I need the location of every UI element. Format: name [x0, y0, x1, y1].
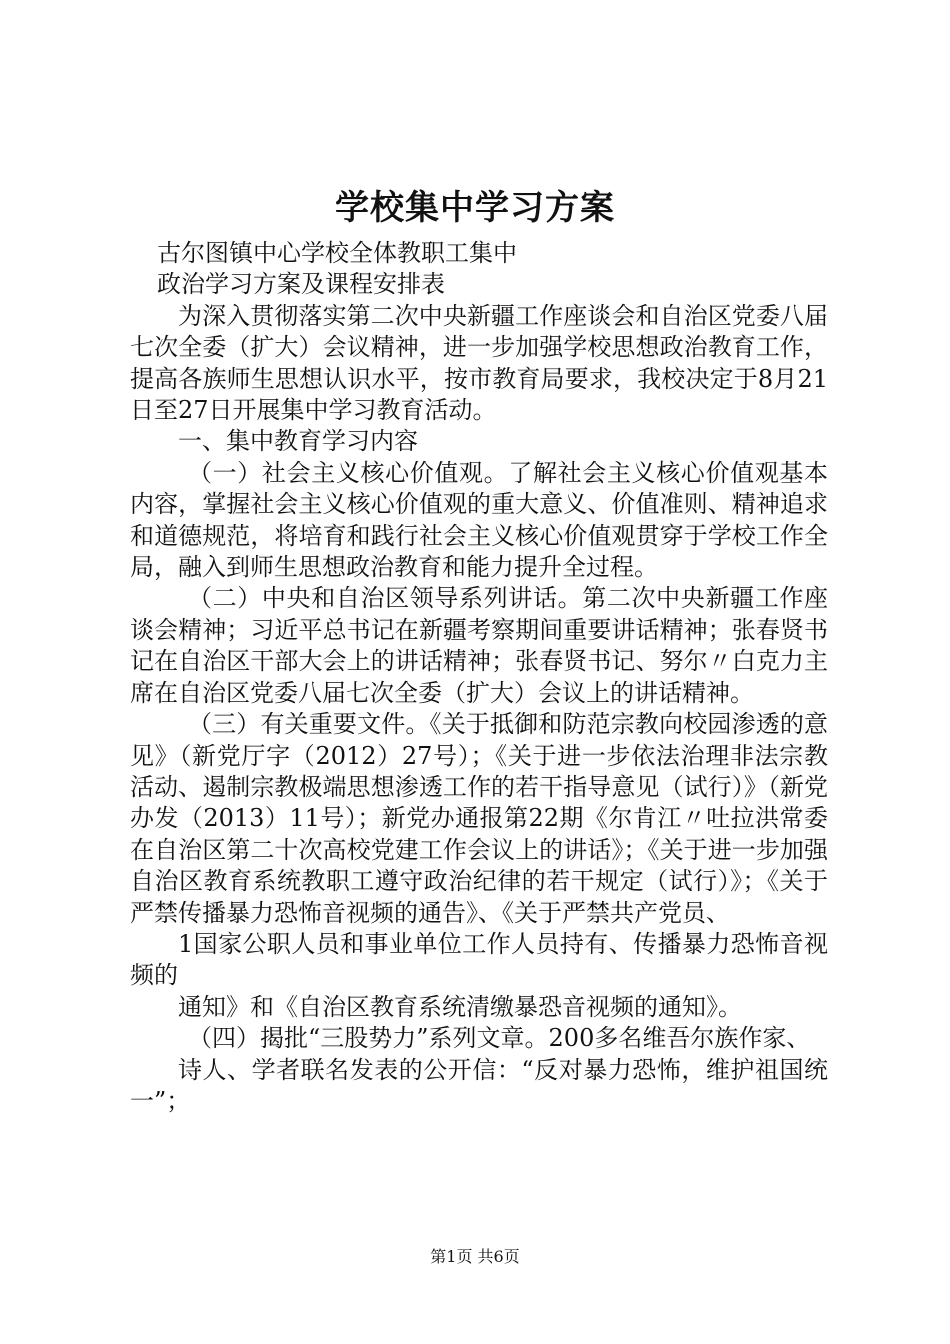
paragraph-item-3: （三）有关重要文件。《关于抵御和防范宗教向校园渗透的意见》（新党厅字（2012）27号）；《关于进一步依法治理非法宗教活动、遏制宗教极端思想渗透工作的若干指导意见（试行）》（新党办发（2013）11号）；新党办通报第22期《尔肯江〃吐拉洪常委在自治区第二十次高校党建工作会议上的讲话》；《关于进一步加强自治区教育系统教职工遵守政治纪律的若干规定（试行）》；《关于严禁传播暴力恐怖音视频的通告》、《关于严禁共产党员、 — [130, 710, 828, 927]
page-number: 第1页 共6页 — [430, 1247, 520, 1266]
paragraph-item-4: （四）揭批“三股势力”系列文章。200多名维吾尔族作家、 — [188, 1024, 811, 1053]
paragraph-intro: 为深入贯彻落实第二次中央新疆工作座谈会和自治区党委八届七次全委（扩大）会议精神，进一步加强学校思想政治教育工作，提高各族师生思想认识水平，按市教育局要求，我校决定于8月21日至27日开展集中学习教育活动。 — [130, 301, 828, 425]
subtitle-line-2: 政治学习方案及课程安排表 — [157, 270, 445, 299]
paragraph-item-1: （一）社会主义核心价值观。了解社会主义核心价值观基本内容，掌握社会主义核心价值观的重大意义、价值准则、精神追求和道德规范，将培育和践行社会主义核心价值观贯穿于学校工作全局，融入到师生思想政治教育和能力提升全过程。 — [130, 458, 828, 582]
section-heading-1: 一、集中教育学习内容 — [178, 427, 418, 456]
document-body — [130, 238, 828, 1117]
subtitle-line-1: 古尔图镇中心学校全体教职工集中 — [157, 239, 517, 267]
document-title: 学校集中学习方案 — [335, 188, 615, 228]
paragraph-continuation-2: 通知》和《自治区教育系统清缴暴恐音视频的通知》。 — [178, 992, 742, 1021]
paragraph-continuation-3: 诗人、学者联名发表的公开信：“反对暴力恐怖，维护祖国统一”； — [130, 1055, 828, 1115]
paragraph-continuation-1: 1国家公职人员和事业单位工作人员持有、传播暴力恐怖音视频的 — [130, 929, 828, 990]
paragraph-item-2: （二）中央和自治区领导系列讲话。第二次中央新疆工作座谈会精神；习近平总书记在新疆考察期间重要讲话精神；张春贤书记在自治区干部大会上的讲话精神；张春贤书记、努尔〃白克力主席在自治区党委八届七次全委（扩大）会议上的讲话精神。 — [130, 584, 828, 707]
